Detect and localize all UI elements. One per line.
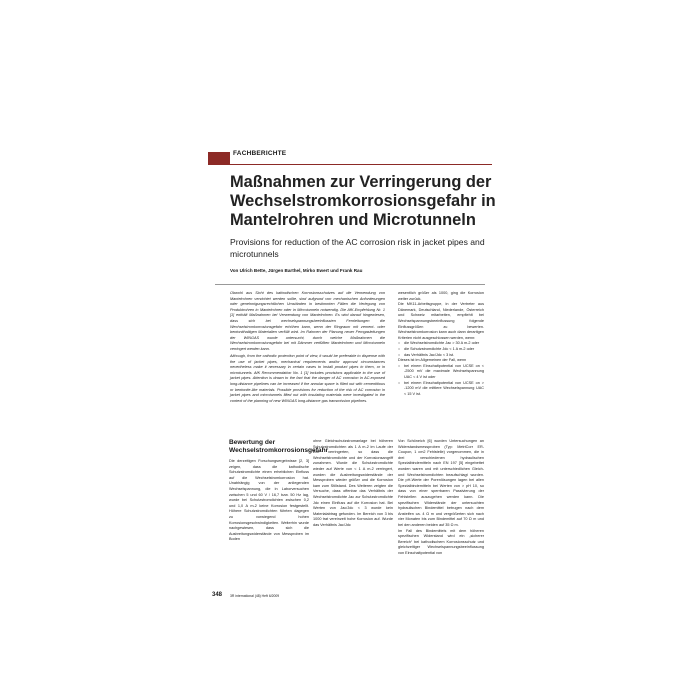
right-col-intro: wesentlich größer als 1000, ging die Korrosion weiter zurück. [398, 291, 484, 301]
body-column-1: Die derzeitigen Forschungsergebnisse [2, 3] zeigen, dass die kathodische Schutzstromdichte einen erheblichen Einfluss auf die Wechselstromkorrosion hat. Unabhängig von der anliegenden Wechselspannung, die in Laborversuchen zwischen 5 und 60 V / 16,7 bzw. 50 Hz lag, wurde bei Schutzstromdichten zwischen 0,2 und 1,0 A m-2 keine Korrosion festgestellt. Höhere Schutzstromdichten führten dagegen zu vorwiegend hohen Korrosionsgeschwindigkeiten. Weiterhin wurde nachgewiesen, dass sich die Ausbreitungswiderstände von Messproben im Boden [229, 459, 309, 542]
abstract-english: Although, from the cathodic protection point of view, it would be preferable to dispense with the use of jacket pipes, mechanical requirements and/or approval circumstances nevertheless make it necessary in certain cases to install product pipes in them, or in microtunnels. AfK Recommendation No. 1 [1] includes provisions applicable to the use of jacket pipes. Attention is drawn to the fact that the danger of AC corrosion in AC-exposed long-distance pipelines can be increased if the annular space is filled out with cementitious or bentonite-like materials. Possible provisions for reduction of the risk of AC corrosion in jacket pipes and microtunnels filled out with insulating materials were investigated in the context of the planning of new WINGAS long-distance gas transmission pipelines. [230, 354, 385, 403]
abstract-german: Obwohl aus Sicht des kathodischen Korrosionsschutzes auf die Verwendung von Mantelrohren verzichtet werden sollte, sind aufgrund von mechanischen Anforderungen oder genehmigungsrechtlichen Umständen in bestimmten Fällen die Verlegung von Produktrohren in Mantelrohren oder in Microtunneln notwendig. Die AfK-Empfehlung Nr. 1 [1] enthält Maßnahmen bei Verwendung von Mantelrohren. Es wird darauf hingewiesen, dass sich bei wechselspannungsbeeinflussten Fernleitungen die Wechselstromkorrosionsgefahr erhöhen kann, wenn der Ringraum mit zement- oder bentonithaltigen Materialien verfüllt wird. Im Rahmen der Planung neuer Ferngasleitungen der WINGAS wurde untersucht, durch welche Maßnahmen die Wechselstromkorrosionsgefahr bei mit Dämmer verfüllten Mantelrohren und Microtunneln verringert werden kann. [230, 291, 385, 351]
list-item: ○ bei einem Einschaltpotential von UCSE on < -2500 mV die maximale Wechselspannung UAC < 4 V ist oder [398, 364, 484, 381]
list-item: ○ die Wechselstromdichte Jac > 30 A m-2 oder [398, 341, 484, 347]
section-label: FACHBERICHTE [233, 150, 287, 157]
article-title: Maßnahmen zur Verringerung der Wechselstromkorrosionsgefahr in Mantelrohren und Microtunneln [230, 173, 496, 229]
list-item: ○ das Verhältnis Jac/Jdc < 3 ist. [398, 353, 484, 359]
right-col-paragraph: Dieses ist im Allgemeinen der Fall, wenn [398, 358, 467, 363]
header-divider [215, 284, 485, 285]
list-item: ○ bei einem Einschaltpotential von UCSE on > -1200 mV die mittlere Wechselspannung UAC < 15 V ist. [398, 381, 484, 398]
article-subtitle: Provisions for reduction of the AC corrosion risk in jacket pipes and microtunnels [230, 237, 485, 259]
potential-list [398, 364, 484, 398]
section-heading: Bewertung der Wechselstromkorrosionsgefahr [229, 439, 329, 454]
journal-footer: 3R international (48) Heft 6/2009 [230, 594, 280, 598]
right-column-bottom [398, 439, 484, 556]
section-marker [208, 152, 230, 164]
criteria-list [398, 341, 484, 358]
author-line: Von Ulrich Bette, Jürgen Barthel, Mirko Ewert und Frank Rau [230, 268, 363, 273]
section-rule [208, 164, 492, 165]
right-col-paragraph: Die MK11-Arbeitsgruppe, in der Vertreter aus Dänemark, Deutschland, Niederlande, Österreich und Schweiz mitarbeiten, empfiehlt bei Wechselspannungsbeeinflussung folgende Einflussgrößen zu bewerten. Wechselstromkorrosion kann auch dann derartigen Kriterien nicht ausgeschlossen werden, wenn: [398, 302, 484, 340]
body-column-2: ohne Gleichschutzstromanlage bei höheren Schutzstromdichten als 1 A m-2 im Laufe der Zeit verringerten, so dass die Wechselstromdichte und der Korrosionsangriff zunahmen. Wurde die Schutzstromdichte wieder auf Werte von < 1 A m-2 verringert, wurden die Ausbreitungswiderstände der Messproben wieder größer und die Korrosion kam zum Stillstand. Des Weiteren zeigten die Versuche, dass offenbar das Verhältnis der Wechselstromdichte Jac zur Schutzstromdichte Jdc einen Einfluss auf die Korrosion hat. Bei Werten von Jac/Jdc < 3 wurde kein Materialabtrag gefunden. Im Bereich von 3 bis 1000 trat vereinzelt hohe Korrosion auf. Wurde das Verhältnis Jac/Jdc [313, 439, 393, 527]
list-item: ○ die Schutzstromdichte Jdc < 1 A m-2 oder [398, 347, 484, 353]
right-column-top [398, 291, 484, 397]
right-col-paragraph: Im Fall des Bindemittels mit dem höheren spezifischen Widerstand wird ein „sicherer Bereich“ bei kathodischem Korrosionsschutz und gleichzeitiger Wechselspannungsbeeinflussung von Einschaltpotential von [398, 528, 484, 555]
page-number: 348 [212, 592, 223, 598]
right-col-paragraph: Von Schöneich [6] wurden Untersuchungen an Widerstandsmessproben (Typ: MetriCorr ER-Coupon, 1 cm2 Fehlstelle) vorgenommen, die in drei verschiedenen hydraulischen Spezialbindemitteln nach EN 197 [5] eingebettet worden waren und mit unterschiedlichen Gleich- und Wechselstromdichten beaufschlagt wurden. Die pH-Werte der Porenlösungen lagen bei allen Spezialbindemitteln bei Werten von > pH 10, so dass von einer sperrbaren Passivierung der Fehlstellen auszugehen werden kann. Die spezifischen Widerstände der untersuchten hydraulischen Bindemittel betrugen nach dem Ansteifen ca. 4 Ω m und vergrößerten sich nach vier Monaten bis zum Bindemittel auf 70 Ω m und bei den anderen beiden auf 35 Ω m. [398, 439, 484, 527]
